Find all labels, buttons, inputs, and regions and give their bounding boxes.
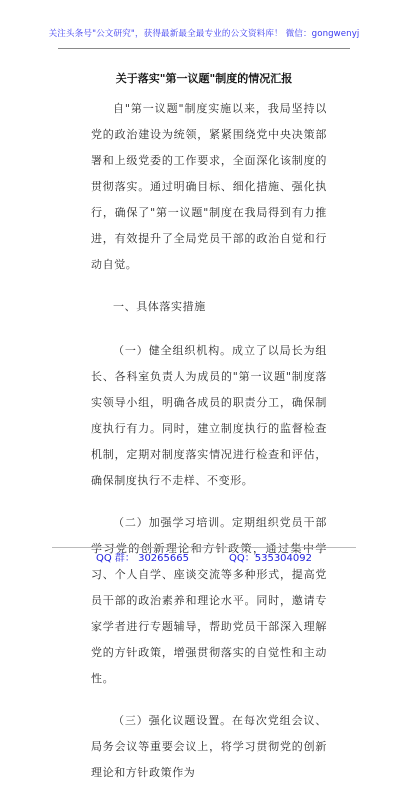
measure-paragraph-3: （三）强化议题设置。在每次党组会议、局务会议等重要会议上，将学习贯彻党的创新理论和方针政策作为	[91, 714, 327, 779]
document-title: 关于落实"第一议题"制度的情况汇报	[115, 72, 293, 85]
measure-paragraph-1: （一）健全组织机构。成立了以局长为组长、各科室负责人为成员的"第一议题"制度落实领导小组，明确各成员的职责分工，确保制度执行有力。同时，建立制度执行的监督检查机制，定期对制度落实情况进行检查和评估，确保制度执行不走样、不变形。	[91, 344, 327, 487]
measure-paragraph-2: （二）加强学习培训。定期组织党员干部学习党的创新理论和方针政策，通过集中学习、个人自学、座谈交流等多种形式，提高党员干部的政治素养和理论水平。同时，邀请专家学者进行专题辅导，帮助党员干部深入理解党的方针政策，增强贯彻落实的自觉性和主动性。	[91, 516, 327, 685]
header-notice: 关注头条号"公文研究"，获得最新最全最专业的公文资料库！ 微信：gongwenyj	[48, 29, 360, 39]
footer-qq-contact: QQ：535304092	[228, 553, 312, 564]
header-divider	[58, 48, 350, 49]
footer-qq-group: QQ 群： 30265665	[95, 553, 189, 564]
section-heading: 一、具体落实措施	[113, 300, 206, 313]
document-body	[91, 96, 327, 802]
page-footer	[0, 549, 408, 569]
intro-paragraph: 自"第一议题"制度实施以来，我局坚持以党的政治建设为统领，紧紧围绕党中央决策部署和上级党委的工作要求，全面深化该制度的贯彻落实。通过明确目标、细化措施、强化执行，确保了"第一议题"制度在我局得到有力推进，有效提升了全局党员干部的政治自觉和行动自觉。	[91, 102, 327, 271]
page-header	[0, 0, 408, 54]
footer-divider	[52, 547, 356, 548]
